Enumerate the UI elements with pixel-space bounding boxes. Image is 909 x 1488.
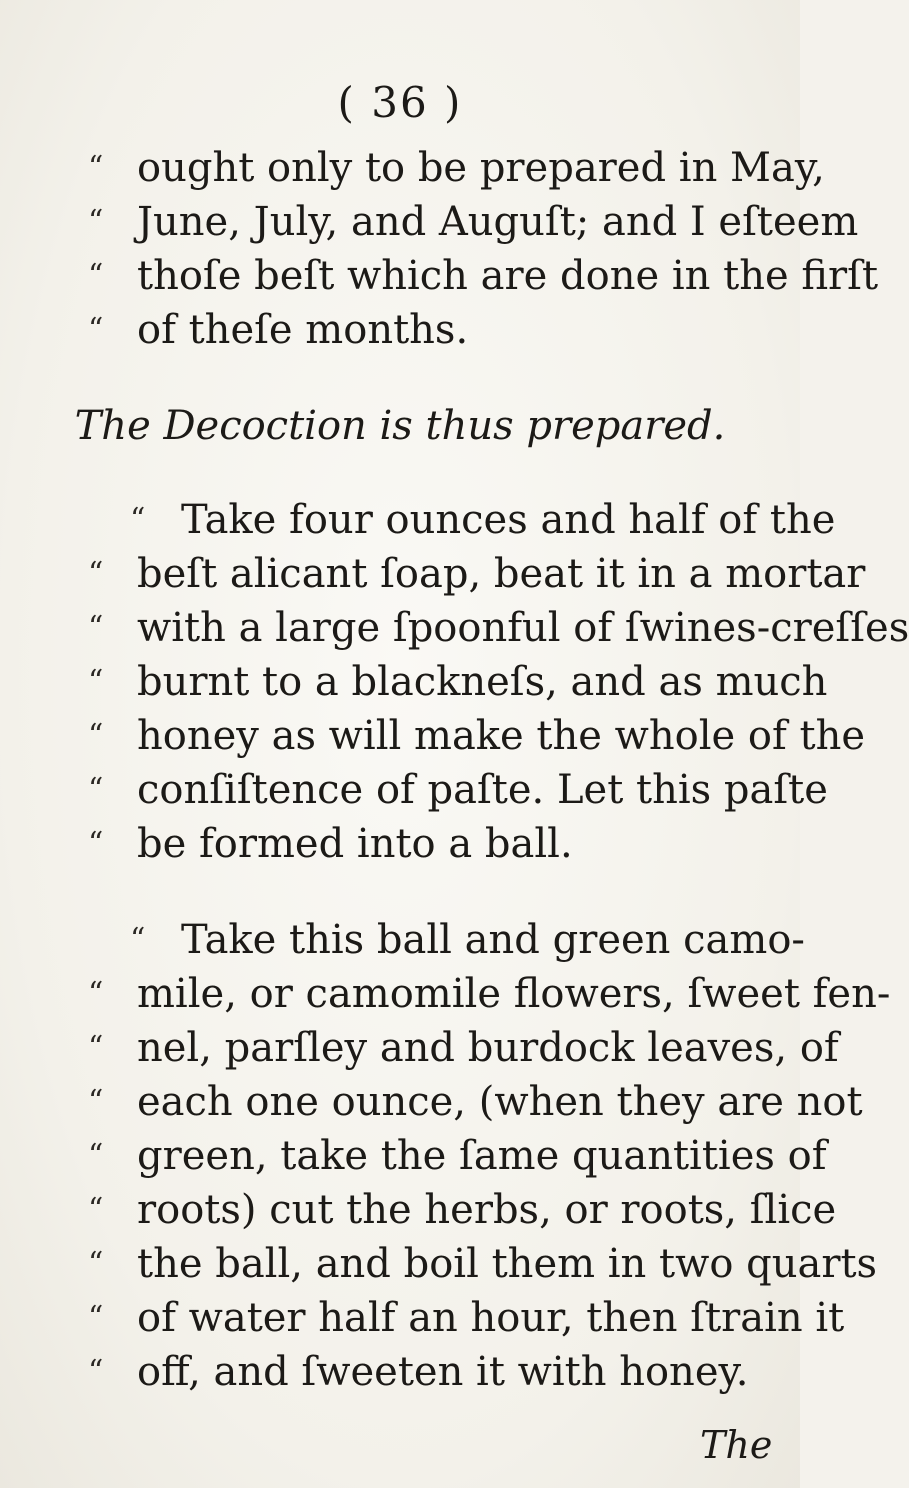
- section-heading: The Decoction is thus prepared.: [74, 403, 726, 449]
- line-text: the ball, and boil them in two quarts: [137, 1241, 878, 1287]
- quote-mark: “: [88, 1354, 104, 1389]
- quote-mark: “: [88, 664, 104, 699]
- page-number-header: ( 36 ): [337, 78, 463, 127]
- quote-mark: “: [130, 922, 146, 957]
- line-text: beſt alicant ſoap, beat it in a mortar: [137, 551, 866, 597]
- quote-mark: “: [130, 502, 146, 537]
- line-text: each one ounce, (when they are not: [137, 1079, 863, 1125]
- line-text: of theſe months.: [137, 307, 469, 353]
- quote-mark: “: [88, 150, 104, 185]
- line-text: with a large ſpoonful of ſwines-creſſes: [137, 605, 909, 651]
- quote-mark: “: [88, 1030, 104, 1065]
- line-text: conſiſtence of paſte. Let this paſte: [137, 767, 828, 813]
- quote-mark: “: [88, 258, 104, 293]
- catchword: The: [700, 1423, 773, 1467]
- line-text: of water half an hour, then ſtrain it: [137, 1295, 845, 1341]
- quote-mark: “: [88, 1246, 104, 1281]
- quote-mark: “: [88, 1300, 104, 1335]
- quote-mark: “: [88, 826, 104, 861]
- line-text: mile, or camomile flowers, ſweet fen-: [137, 971, 891, 1017]
- quote-mark: “: [88, 204, 104, 239]
- line-text: Take four ounces and half of the: [181, 497, 836, 543]
- line-text: honey as will make the whole of the: [137, 713, 866, 759]
- line-text: thoſe beſt which are done in the firſt: [137, 253, 879, 299]
- quote-mark: “: [88, 556, 104, 591]
- quote-mark: “: [88, 610, 104, 645]
- line-text: nel, parſley and burdock leaves, of: [137, 1025, 839, 1071]
- line-text: green, take the ſame quantities of: [137, 1133, 827, 1179]
- line-text: ought only to be prepared in May,: [137, 145, 825, 191]
- quote-mark: “: [88, 312, 104, 347]
- quote-mark: “: [88, 1138, 104, 1173]
- quote-mark: “: [88, 718, 104, 753]
- line-text: June, July, and Auguſt; and I eſteem: [137, 199, 859, 245]
- quote-mark: “: [88, 772, 104, 807]
- line-text: Take this ball and green camo-: [181, 917, 805, 963]
- line-text: roots) cut the herbs, or roots, ſlice: [137, 1187, 837, 1233]
- line-text: burnt to a blackneſs, and as much: [137, 659, 828, 705]
- line-text: be formed into a ball.: [137, 821, 573, 867]
- quote-mark: “: [88, 976, 104, 1011]
- quote-mark: “: [88, 1084, 104, 1119]
- line-text: off, and ſweeten it with honey.: [137, 1349, 749, 1395]
- quote-mark: “: [88, 1192, 104, 1227]
